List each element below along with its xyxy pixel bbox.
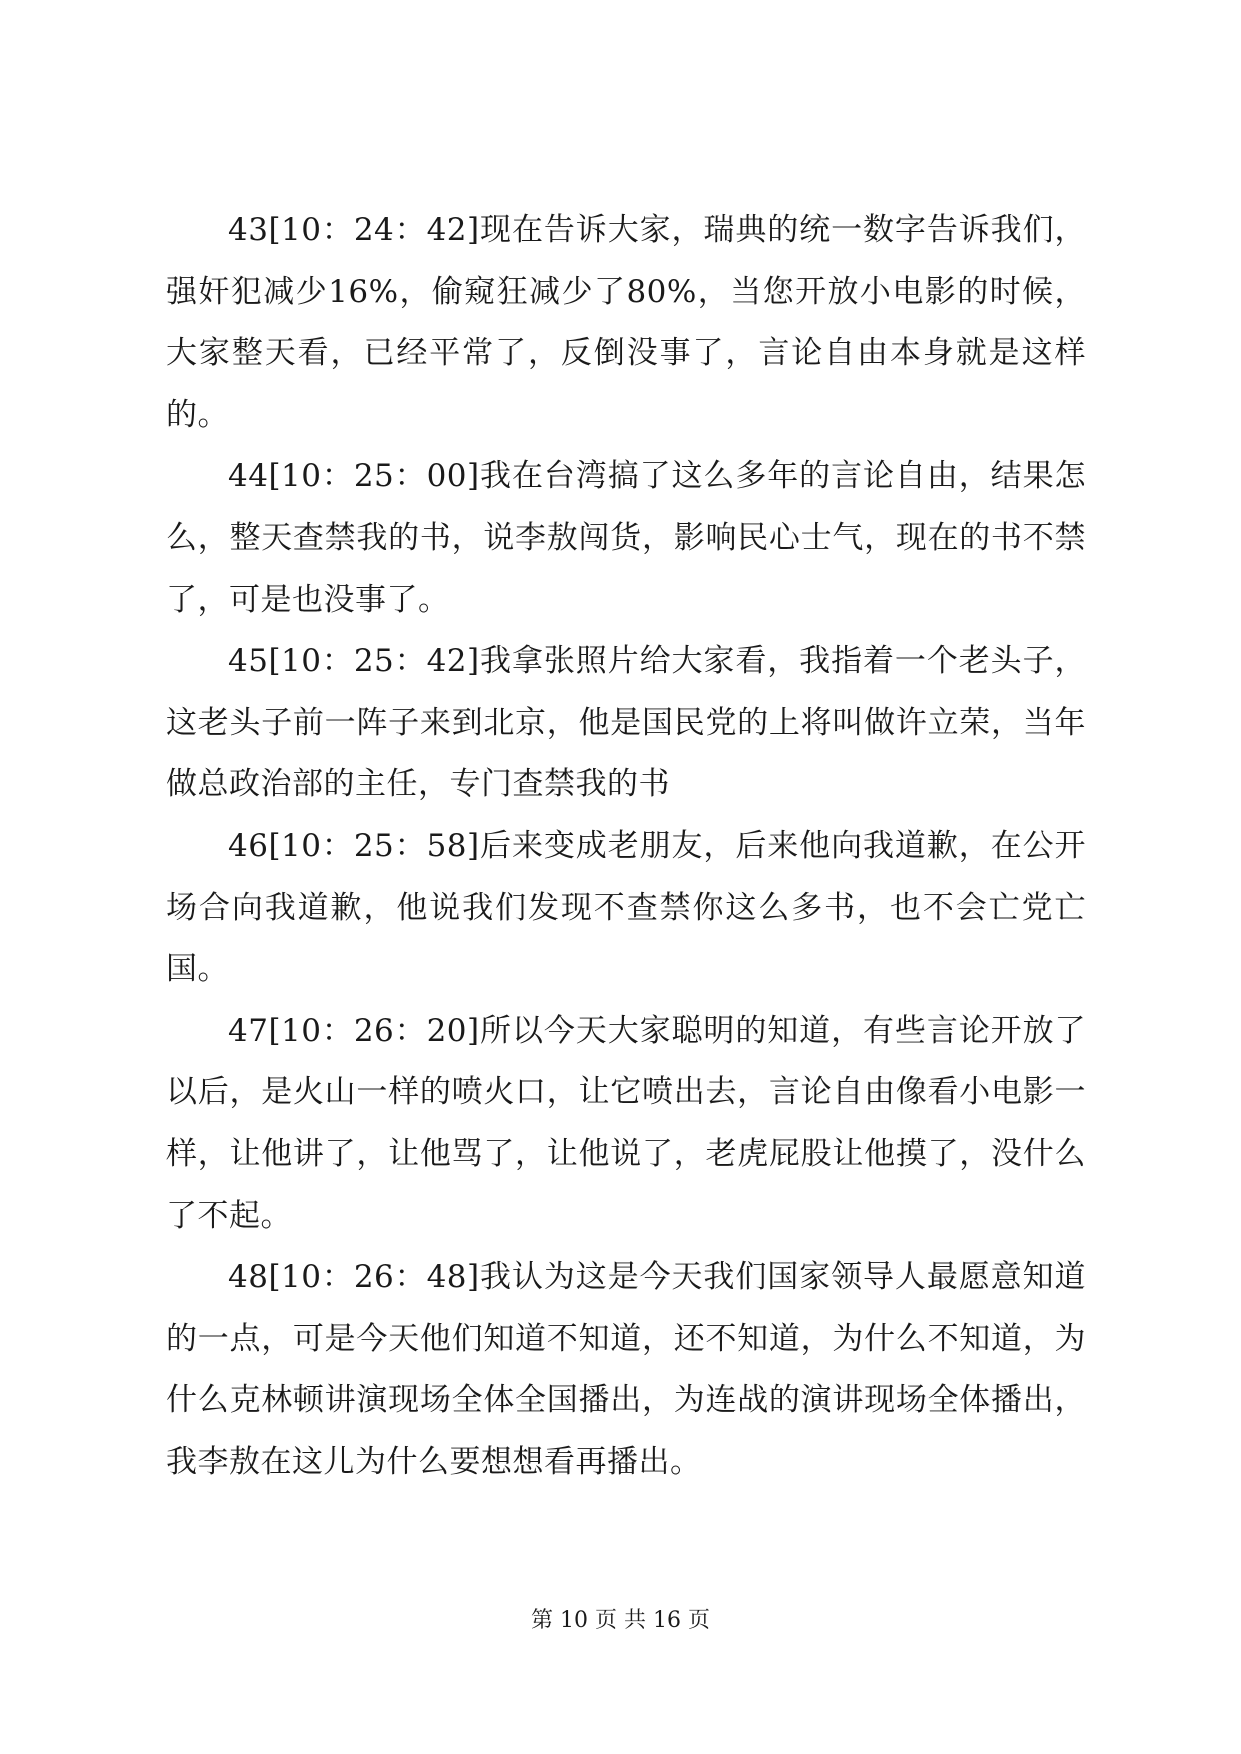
paragraph-48: 48[10：26：48]我认为这是今天我们国家领导人最愿意知道的一点，可是今天他们知道不知道，还不知道，为什么不知道，为什么克林顿讲演现场全体全国播出，为连战的演讲现场全体播出，我李敖在这儿为什么要想想看再播出。 — [166, 1259, 1086, 1480]
page-footer: 第 10 页 共 16 页 — [531, 1608, 710, 1633]
paragraph-46: 46[10：25：58]后来变成老朋友，后来他向我道歉，在公开场合向我道歉，他说我们发现不查禁你这么多书，也不会亡党亡国。 — [166, 827, 1086, 988]
paragraph-43: 43[10：24：42]现在告诉大家，瑞典的统一数字告诉我们，强奸犯减少16%，偷窥狂减少了80%，当您开放小电影的时候，大家整天看，已经平常了，反倒没事了，言论自由本身就是这样的。 — [166, 212, 1086, 433]
paragraph-45: 45[10：25：42]我拿张照片给大家看，我指着一个老头子，这老头子前一阵子来到北京，他是国民党的上将叫做许立荣，当年做总政治部的主任，专门查禁我的书 — [166, 643, 1086, 803]
paragraph-44: 44[10：25：00]我在台湾搞了这么多年的言论自由，结果怎么，整天查禁我的书，说李敖闯货，影响民心士气，现在的书不禁了，可是也没事了。 — [166, 458, 1086, 618]
paragraph-47: 47[10：26：20]所以今天大家聪明的知道，有些言论开放了以后，是火山一样的喷火口，让它喷出去，言论自由像看小电影一样，让他讲了，让他骂了，让他说了，老虎屁股让他摸了，没什么了不起。 — [166, 1012, 1086, 1234]
document-body — [166, 200, 1086, 1493]
